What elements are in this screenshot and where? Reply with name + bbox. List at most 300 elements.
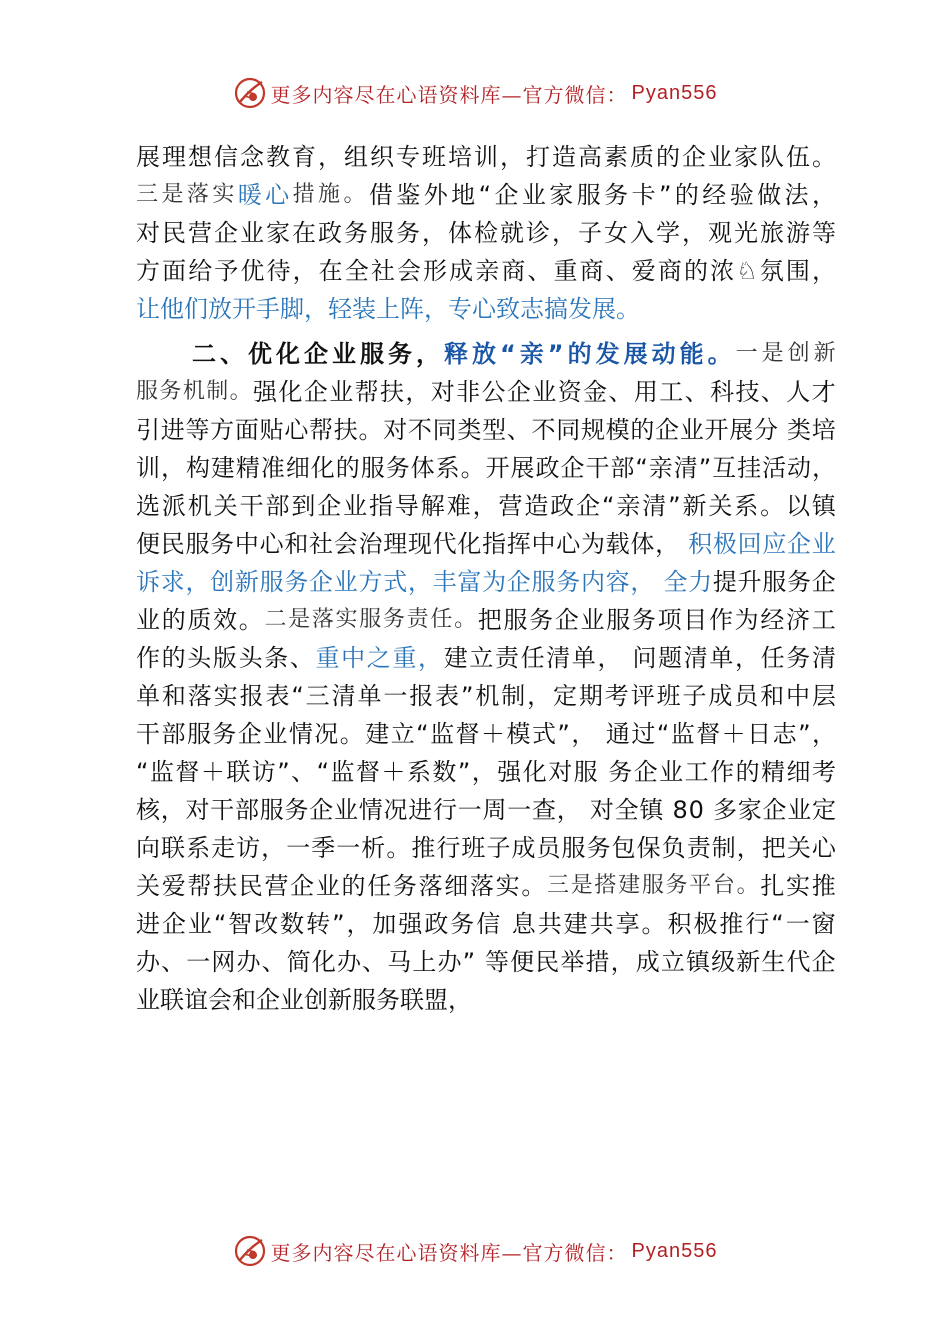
text-char: 家 bbox=[266, 219, 290, 247]
text-char: 网 bbox=[211, 948, 236, 976]
text-char: 服 bbox=[576, 181, 601, 209]
text-char: 业 bbox=[679, 416, 704, 444]
text-char: ， bbox=[261, 834, 286, 862]
text-char: 的 bbox=[630, 416, 655, 444]
text-char: ， bbox=[185, 568, 210, 596]
text-char: 容 bbox=[605, 568, 630, 596]
text-char: 工 bbox=[811, 606, 836, 634]
text-char: 子 bbox=[486, 834, 511, 862]
text-line bbox=[136, 525, 836, 563]
text-char: 帮 bbox=[187, 872, 212, 900]
text-char: 对 bbox=[548, 758, 573, 786]
text-char: 准 bbox=[260, 454, 285, 482]
text-char: 搭 bbox=[594, 873, 617, 898]
text-char: 建 bbox=[618, 873, 641, 898]
text-char: ， bbox=[682, 219, 706, 247]
text-char: 发 bbox=[595, 340, 620, 368]
text-char: 清 bbox=[546, 644, 571, 672]
text-char: 教 bbox=[266, 143, 290, 171]
text-char: 简 bbox=[286, 948, 311, 976]
text-char: 企 bbox=[290, 872, 315, 900]
text-char: 业 bbox=[659, 758, 684, 786]
text-char: 诊 bbox=[526, 219, 550, 247]
text-char: 务 bbox=[284, 568, 309, 596]
text-char: 育 bbox=[292, 143, 316, 171]
text-char bbox=[623, 639, 631, 677]
text-char: 强 bbox=[398, 910, 423, 938]
text-char: 政 bbox=[535, 454, 560, 482]
text-char: 考 bbox=[604, 682, 629, 710]
text-line bbox=[136, 753, 836, 791]
text-char: 系 bbox=[734, 492, 759, 520]
text-char: 业 bbox=[332, 340, 356, 368]
text-char: 展 bbox=[623, 340, 648, 368]
text-char: 之 bbox=[366, 644, 391, 672]
text-char: 务 bbox=[556, 568, 581, 596]
text-char: ， bbox=[471, 758, 496, 786]
text-char: 给 bbox=[188, 257, 213, 285]
text-char: 。 bbox=[386, 834, 411, 862]
text-char: 念 bbox=[240, 143, 264, 171]
text-char: 关 bbox=[136, 872, 160, 900]
text-char: 以 bbox=[786, 492, 811, 520]
text-segment: 业联谊会和企业创新服务联盟， bbox=[136, 986, 472, 1014]
text-char: 型 bbox=[482, 416, 507, 444]
text-char: 代 bbox=[786, 948, 811, 976]
text-char: 落 bbox=[186, 182, 209, 207]
document-body bbox=[136, 138, 836, 1019]
text-char: 向 bbox=[136, 834, 160, 862]
text-char: 。 bbox=[454, 607, 477, 632]
text-char: 服 bbox=[185, 530, 210, 558]
text-char: 强 bbox=[497, 758, 522, 786]
text-char: 应 bbox=[762, 530, 787, 558]
text-char: 业 bbox=[315, 872, 340, 900]
text-char: 机 bbox=[187, 492, 212, 520]
quill-seal-icon bbox=[233, 1234, 267, 1268]
text-char: 进 bbox=[136, 910, 160, 938]
text-char: 企 bbox=[811, 568, 836, 596]
text-char: 丰 bbox=[432, 568, 457, 596]
text-char: 挂 bbox=[737, 454, 762, 482]
text-char: 建 bbox=[443, 644, 468, 672]
text-char: 企 bbox=[554, 606, 579, 634]
text-char: 务 bbox=[787, 568, 812, 596]
text-char: 务 bbox=[159, 379, 182, 404]
text-char: 督 bbox=[175, 758, 200, 786]
text-char: ， bbox=[655, 530, 680, 558]
text-char: 作 bbox=[708, 606, 733, 634]
text-char: 精 bbox=[761, 758, 786, 786]
text-char: 。 bbox=[736, 873, 759, 898]
text-char: 类 bbox=[787, 416, 812, 444]
text-char: 部 bbox=[161, 720, 186, 748]
text-char: 新 bbox=[682, 492, 707, 520]
text-char: ， bbox=[527, 682, 552, 710]
text-char: 。 bbox=[339, 720, 364, 748]
text-line bbox=[136, 867, 836, 905]
text-char: 商 bbox=[657, 257, 682, 285]
text-char: 新 bbox=[234, 568, 259, 596]
text-char: 织 bbox=[370, 143, 394, 171]
text-char: ＋ bbox=[381, 758, 406, 786]
text-char: 的 bbox=[335, 454, 360, 482]
text-char: 息 bbox=[511, 910, 536, 938]
text-char: “ bbox=[602, 492, 615, 520]
text-char: 措 bbox=[585, 948, 610, 976]
text-char: 镇 bbox=[811, 492, 836, 520]
text-char: 实 bbox=[495, 872, 520, 900]
text-char: 办 bbox=[236, 948, 261, 976]
text-char: ， bbox=[736, 834, 761, 862]
text-char: 子 bbox=[682, 682, 707, 710]
text-char bbox=[705, 791, 713, 829]
text-char: 访 bbox=[236, 834, 261, 862]
text-line bbox=[136, 791, 836, 829]
text-char: 科 bbox=[710, 378, 735, 406]
text-char: 服 bbox=[259, 796, 284, 824]
text-char: 。 bbox=[641, 910, 666, 938]
text-char: 开 bbox=[485, 454, 510, 482]
text-char: 检 bbox=[474, 219, 498, 247]
text-char: 展 bbox=[510, 454, 535, 482]
text-char: 服 bbox=[762, 568, 787, 596]
text-char: 才 bbox=[811, 378, 836, 406]
text-char: ， bbox=[422, 219, 446, 247]
text-char: 务 bbox=[392, 872, 417, 900]
text-char: 业 bbox=[240, 219, 264, 247]
text-char: 建 bbox=[365, 720, 390, 748]
text-char: 能 bbox=[679, 340, 704, 368]
text-char: ” bbox=[277, 758, 290, 786]
text-char: 工 bbox=[659, 378, 684, 406]
text-char: 表 bbox=[435, 682, 460, 710]
text-char: 服 bbox=[360, 340, 384, 368]
text-char: 成 bbox=[635, 948, 660, 976]
text-char: 家 bbox=[734, 143, 758, 171]
text-char: 的 bbox=[161, 606, 186, 634]
text-char: ” bbox=[668, 492, 681, 520]
text-char: 干 bbox=[239, 492, 264, 520]
text-line bbox=[136, 905, 836, 943]
text-char: 监 bbox=[670, 720, 695, 748]
quill-seal-icon bbox=[233, 76, 267, 110]
text-char: 三 bbox=[136, 182, 159, 207]
text-char: 提 bbox=[712, 568, 737, 596]
text-char: 干 bbox=[585, 454, 610, 482]
text-line bbox=[136, 214, 836, 252]
watermark-text: 更多内容尽在心语资料库—官方微信： bbox=[270, 82, 628, 107]
text-char: 务 bbox=[608, 758, 633, 786]
text-char: 外 bbox=[423, 181, 448, 209]
text-char: 帮 bbox=[309, 416, 334, 444]
text-char: 体 bbox=[448, 219, 472, 247]
text-char: 务 bbox=[786, 644, 811, 672]
text-char: 部 bbox=[610, 454, 635, 482]
text-char: 镇 bbox=[685, 948, 710, 976]
bottom-watermark-banner bbox=[0, 1231, 950, 1271]
text-char: 积 bbox=[688, 530, 713, 558]
text-line bbox=[136, 487, 836, 525]
text-char: 服 bbox=[136, 379, 159, 404]
text-char: 现 bbox=[407, 530, 432, 558]
text-line bbox=[136, 373, 836, 411]
text-char: 化 bbox=[457, 530, 482, 558]
text-char: 家 bbox=[737, 796, 762, 824]
text-char: 窗 bbox=[811, 910, 836, 938]
text-char: 。 bbox=[760, 492, 785, 520]
text-line bbox=[136, 138, 836, 176]
text-char: 成 bbox=[449, 257, 474, 285]
text-char: 服 bbox=[606, 606, 631, 634]
text-char: 政 bbox=[424, 910, 449, 938]
text-char: 企 bbox=[237, 720, 262, 748]
text-char: 面 bbox=[234, 416, 259, 444]
text-char: 企 bbox=[303, 378, 328, 406]
text-char: 班 bbox=[461, 834, 486, 862]
text-char: 理 bbox=[162, 143, 186, 171]
text-char: 业 bbox=[580, 606, 605, 634]
text-char: 把 bbox=[761, 834, 786, 862]
text-char: 是 bbox=[570, 873, 593, 898]
text-char: 关 bbox=[786, 834, 811, 862]
text-char: 指 bbox=[369, 492, 394, 520]
text-char: ” bbox=[462, 948, 476, 976]
text-char: 爱 bbox=[161, 872, 186, 900]
text-char: 营 bbox=[264, 872, 289, 900]
text-char: 、 bbox=[608, 378, 633, 406]
text-char: 政 bbox=[550, 492, 575, 520]
text-char: 面 bbox=[162, 257, 187, 285]
text-char: 单 bbox=[136, 682, 160, 710]
text-char: 方 bbox=[358, 568, 383, 596]
text-char: 监 bbox=[430, 720, 455, 748]
text-char: 企 bbox=[655, 416, 680, 444]
text-char: 积 bbox=[667, 910, 692, 938]
text-char: ＋ bbox=[721, 720, 746, 748]
text-char: 同 bbox=[556, 416, 581, 444]
text-char: 共 bbox=[589, 910, 614, 938]
text-char: “ bbox=[478, 181, 492, 209]
text-char: 人 bbox=[786, 378, 811, 406]
text-char: 亲 bbox=[475, 257, 500, 285]
text-char: 地 bbox=[451, 181, 476, 209]
text-char: 等 bbox=[185, 416, 210, 444]
text-char: 清 bbox=[683, 644, 708, 672]
text-line bbox=[136, 411, 836, 449]
text-char: 台 bbox=[712, 873, 735, 898]
text-char: ， bbox=[405, 378, 430, 406]
text-char: 求 bbox=[160, 568, 185, 596]
text-char: 任 bbox=[430, 607, 453, 632]
text-char: 化 bbox=[311, 948, 336, 976]
text-char: 系 bbox=[186, 834, 211, 862]
text-char: 实 bbox=[212, 182, 235, 207]
text-char: 班 bbox=[656, 682, 681, 710]
text-char: 业 bbox=[708, 143, 732, 171]
text-char: 、 bbox=[506, 416, 531, 444]
text-char: ， bbox=[407, 568, 432, 596]
text-char: 员 bbox=[734, 682, 759, 710]
text-char bbox=[655, 563, 663, 601]
text-char: 民 bbox=[238, 872, 263, 900]
text-char: 。 bbox=[238, 606, 263, 634]
text-char: 建 bbox=[210, 454, 235, 482]
text-char: 中 bbox=[786, 682, 811, 710]
text-char: 务 bbox=[450, 910, 475, 938]
text-char: 鉴 bbox=[396, 181, 421, 209]
text-char bbox=[664, 791, 672, 829]
text-char: 核 bbox=[136, 796, 160, 824]
text-char: 业 bbox=[343, 492, 368, 520]
text-char: 同 bbox=[432, 416, 457, 444]
text-char: 机 bbox=[475, 682, 500, 710]
text-char: 亲 bbox=[519, 340, 544, 368]
text-char: 细 bbox=[786, 758, 811, 786]
text-char: 对 bbox=[383, 416, 408, 444]
text-char: 便 bbox=[136, 530, 160, 558]
text-char: 导 bbox=[394, 492, 419, 520]
text-char: 难 bbox=[446, 492, 471, 520]
text-char: ， bbox=[500, 143, 524, 171]
text-char: ” bbox=[332, 910, 345, 938]
text-char: 企 bbox=[304, 340, 328, 368]
text-char: 暖 bbox=[237, 181, 262, 209]
text-char: 负 bbox=[661, 834, 686, 862]
text-char: 专 bbox=[396, 143, 420, 171]
text-char: 爱 bbox=[631, 257, 656, 285]
text-char: 报 bbox=[409, 682, 434, 710]
text-char: 业 bbox=[329, 378, 354, 406]
text-char: 包 bbox=[611, 834, 636, 862]
text-char: 企 bbox=[309, 568, 334, 596]
text-char: 和 bbox=[284, 530, 309, 558]
text-char: 、 bbox=[362, 948, 387, 976]
text-char: 贴 bbox=[259, 416, 284, 444]
text-char: 干 bbox=[210, 796, 235, 824]
text-char: 学 bbox=[656, 219, 680, 247]
text-char: 企 bbox=[787, 530, 812, 558]
text-char: 多 bbox=[712, 796, 737, 824]
watermark-content bbox=[233, 76, 718, 110]
text-char: 方 bbox=[210, 416, 235, 444]
text-char: 析 bbox=[361, 834, 386, 862]
text-char: 关 bbox=[213, 492, 238, 520]
text-char: 服 bbox=[359, 607, 382, 632]
text-char: 创 bbox=[787, 341, 810, 366]
text-char: 访 bbox=[251, 758, 276, 786]
text-char: 验 bbox=[729, 181, 754, 209]
text-char: 马 bbox=[387, 948, 412, 976]
text-char: 系 bbox=[435, 454, 460, 482]
text-char: 造 bbox=[552, 143, 576, 171]
text-char: 体 bbox=[630, 530, 655, 558]
text-char: 题 bbox=[658, 644, 683, 672]
text-char: 企 bbox=[214, 219, 238, 247]
text-char: 效 bbox=[213, 606, 238, 634]
text-char: 一 bbox=[785, 910, 810, 938]
text-char: 民 bbox=[160, 530, 185, 558]
text-char: 志 bbox=[772, 720, 797, 748]
text-line bbox=[136, 563, 836, 601]
text-char: 用 bbox=[633, 378, 658, 406]
text-char: ， bbox=[418, 644, 443, 672]
text-char: 项 bbox=[657, 606, 682, 634]
text-line bbox=[136, 829, 836, 867]
text-char: 责 bbox=[406, 607, 429, 632]
text-char: ＋ bbox=[481, 720, 505, 748]
text-char: 扶 bbox=[379, 378, 404, 406]
text-char: 三 bbox=[547, 873, 570, 898]
text-char: 情 bbox=[288, 720, 313, 748]
text-char: 务 bbox=[212, 720, 237, 748]
text-char: 期 bbox=[578, 682, 603, 710]
text-char: 务 bbox=[665, 873, 688, 898]
text-char: 不 bbox=[531, 416, 556, 444]
text-char: 务 bbox=[604, 181, 629, 209]
text-char: 建 bbox=[563, 910, 588, 938]
text-char: 新 bbox=[813, 341, 836, 366]
text-char: 极 bbox=[693, 910, 718, 938]
text-char: “ bbox=[136, 758, 149, 786]
text-char: 业 bbox=[521, 181, 546, 209]
text-char bbox=[136, 335, 160, 373]
text-char: 上 bbox=[412, 948, 437, 976]
text-char: 。 bbox=[229, 379, 252, 404]
text-char: 待 bbox=[266, 257, 291, 285]
text-char: 责 bbox=[494, 644, 519, 672]
text-char: 季 bbox=[311, 834, 336, 862]
text-char: 在 bbox=[292, 219, 316, 247]
text-char: 等 bbox=[484, 948, 509, 976]
text-char: 心 bbox=[265, 181, 290, 209]
text-char: 引 bbox=[136, 416, 160, 444]
text-char: 化 bbox=[310, 454, 335, 482]
text-char: 智 bbox=[228, 910, 253, 938]
text-char: 推 bbox=[411, 834, 436, 862]
text-char: 服 bbox=[259, 568, 284, 596]
text-char: ， bbox=[735, 644, 760, 672]
text-char: 评 bbox=[630, 682, 655, 710]
text-char: 对 bbox=[136, 219, 160, 247]
text-char: 的 bbox=[656, 143, 680, 171]
text-char: 、 bbox=[261, 948, 286, 976]
text-char: 作 bbox=[136, 644, 160, 672]
text-char: 办 bbox=[136, 948, 160, 976]
text-char: 任 bbox=[367, 872, 392, 900]
text-char: 经 bbox=[702, 181, 727, 209]
text-char: “ bbox=[500, 340, 516, 368]
text-char: 企 bbox=[762, 796, 787, 824]
text-char: 立 bbox=[660, 948, 685, 976]
text-char: 心 bbox=[811, 834, 836, 862]
text-char: 旅 bbox=[760, 219, 784, 247]
text-char: 围 bbox=[785, 257, 810, 285]
text-char: 浓 bbox=[710, 257, 735, 285]
text-char: 办 bbox=[437, 948, 462, 976]
text-char: 造 bbox=[524, 492, 549, 520]
text-char: 培 bbox=[811, 416, 836, 444]
text-char: 训 bbox=[136, 454, 160, 482]
text-char: 制 bbox=[711, 834, 736, 862]
text-char: 走 bbox=[211, 834, 236, 862]
text-char: 队 bbox=[760, 143, 784, 171]
text-char: ， bbox=[552, 219, 576, 247]
text-char: 行 bbox=[433, 796, 457, 824]
text-char: 周 bbox=[482, 796, 507, 824]
watermark-wechat-id: Pyan556 bbox=[631, 81, 718, 104]
text-char: 行 bbox=[745, 910, 770, 938]
